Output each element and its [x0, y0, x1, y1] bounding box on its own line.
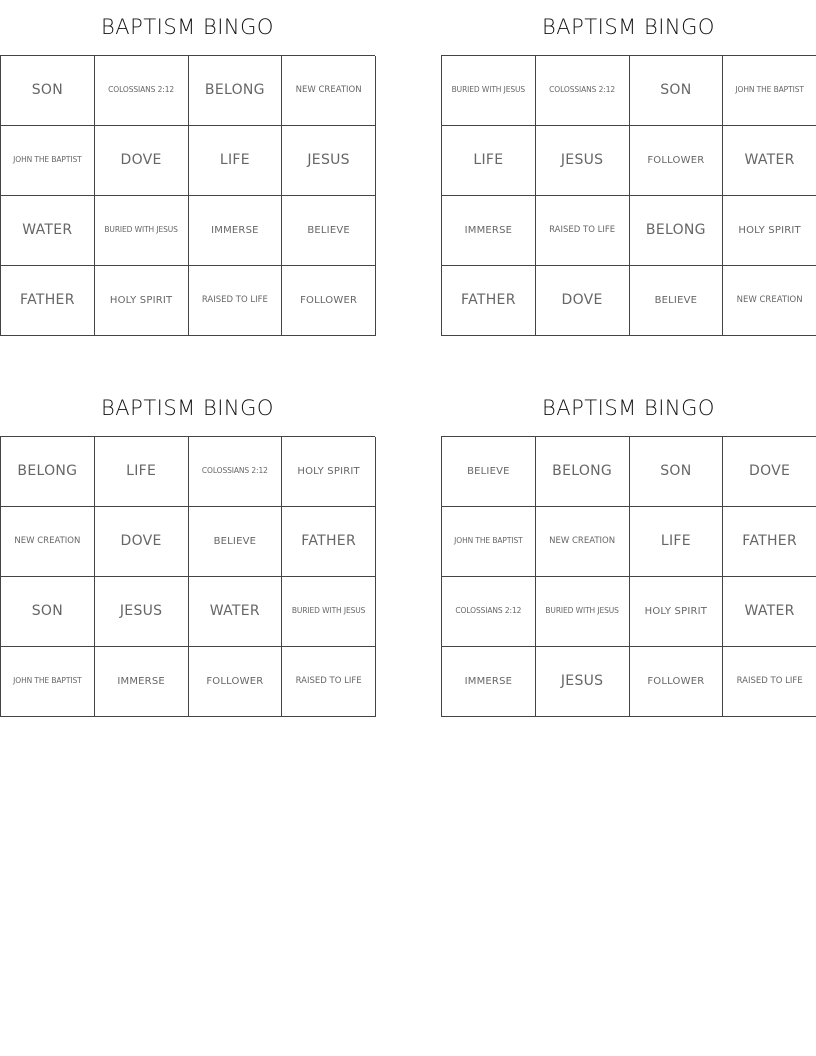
bingo-cell: BELONG — [536, 437, 630, 507]
bingo-cell: FOLLOWER — [630, 647, 724, 717]
bingo-cell: DOVE — [723, 437, 816, 507]
bingo-card-4 — [441, 381, 816, 717]
bingo-cell: RAISED TO LIFE — [536, 196, 630, 266]
bingo-cell: DOVE — [536, 266, 630, 336]
bingo-cell: BURIED WITH JESUS — [282, 577, 376, 647]
bingo-cell: RAISED TO LIFE — [189, 266, 283, 336]
bingo-cell: JESUS — [536, 126, 630, 196]
bingo-cell: SON — [1, 577, 95, 647]
bingo-cell: FATHER — [1, 266, 95, 336]
card-title: BAPTISM BINGO — [542, 395, 715, 420]
card-title: BAPTISM BINGO — [101, 395, 274, 420]
bingo-cell: LIFE — [189, 126, 283, 196]
bingo-cell: FATHER — [442, 266, 536, 336]
bingo-cell: HOLY SPIRIT — [282, 437, 376, 507]
bingo-cell: WATER — [189, 577, 283, 647]
bingo-cell: FOLLOWER — [282, 266, 376, 336]
bingo-cell: JOHN THE BAPTIST — [442, 507, 536, 577]
bingo-cell: NEW CREATION — [723, 266, 816, 336]
bingo-cell: IMMERSE — [95, 647, 189, 717]
bingo-cell: BELONG — [630, 196, 724, 266]
bingo-card-1 — [0, 0, 375, 336]
bingo-cell: IMMERSE — [189, 196, 283, 266]
bingo-cell: JOHN THE BAPTIST — [1, 647, 95, 717]
bingo-cell: WATER — [723, 577, 816, 647]
bingo-cell: HOLY SPIRIT — [630, 577, 724, 647]
bingo-cell: FOLLOWER — [630, 126, 724, 196]
bingo-cell: SON — [630, 56, 724, 126]
bingo-cell: BURIED WITH JESUS — [536, 577, 630, 647]
bingo-cell: JESUS — [95, 577, 189, 647]
bingo-cell: BELIEVE — [189, 507, 283, 577]
bingo-cell: DOVE — [95, 507, 189, 577]
bingo-cell: COLOSSIANS 2:12 — [442, 577, 536, 647]
bingo-cell: RAISED TO LIFE — [723, 647, 816, 717]
bingo-cell: BELIEVE — [442, 437, 536, 507]
bingo-cell: JOHN THE BAPTIST — [1, 126, 95, 196]
card-title: BAPTISM BINGO — [542, 14, 715, 39]
bingo-grid — [441, 55, 816, 336]
bingo-cell: SON — [1, 56, 95, 126]
bingo-cell: WATER — [723, 126, 816, 196]
bingo-cell: FATHER — [723, 507, 816, 577]
bingo-cell: BURIED WITH JESUS — [442, 56, 536, 126]
bingo-grid — [0, 55, 375, 336]
bingo-cell: FATHER — [282, 507, 376, 577]
bingo-cell: BELIEVE — [282, 196, 376, 266]
bingo-cell: NEW CREATION — [536, 507, 630, 577]
bingo-cell: BELONG — [189, 56, 283, 126]
bingo-cell: COLOSSIANS 2:12 — [95, 56, 189, 126]
bingo-cell: IMMERSE — [442, 196, 536, 266]
bingo-cell: COLOSSIANS 2:12 — [536, 56, 630, 126]
bingo-cell: COLOSSIANS 2:12 — [189, 437, 283, 507]
bingo-cell: NEW CREATION — [282, 56, 376, 126]
bingo-card-3 — [0, 381, 375, 717]
bingo-cell: JESUS — [536, 647, 630, 717]
bingo-cell: RAISED TO LIFE — [282, 647, 376, 717]
bingo-cell: DOVE — [95, 126, 189, 196]
bingo-cell: HOLY SPIRIT — [723, 196, 816, 266]
bingo-cell: HOLY SPIRIT — [95, 266, 189, 336]
card-title: BAPTISM BINGO — [101, 14, 274, 39]
bingo-cell: NEW CREATION — [1, 507, 95, 577]
bingo-card-2 — [441, 0, 816, 336]
bingo-cell: BELONG — [1, 437, 95, 507]
bingo-cell: JESUS — [282, 126, 376, 196]
bingo-cell: BURIED WITH JESUS — [95, 196, 189, 266]
bingo-cell: BELIEVE — [630, 266, 724, 336]
bingo-cell: SON — [630, 437, 724, 507]
bingo-cell: LIFE — [630, 507, 724, 577]
bingo-cell: LIFE — [442, 126, 536, 196]
bingo-cell: LIFE — [95, 437, 189, 507]
bingo-cell: JOHN THE BAPTIST — [723, 56, 816, 126]
bingo-cell: FOLLOWER — [189, 647, 283, 717]
bingo-grid — [0, 436, 375, 717]
bingo-cell: WATER — [1, 196, 95, 266]
bingo-grid — [441, 436, 816, 717]
bingo-cell: IMMERSE — [442, 647, 536, 717]
